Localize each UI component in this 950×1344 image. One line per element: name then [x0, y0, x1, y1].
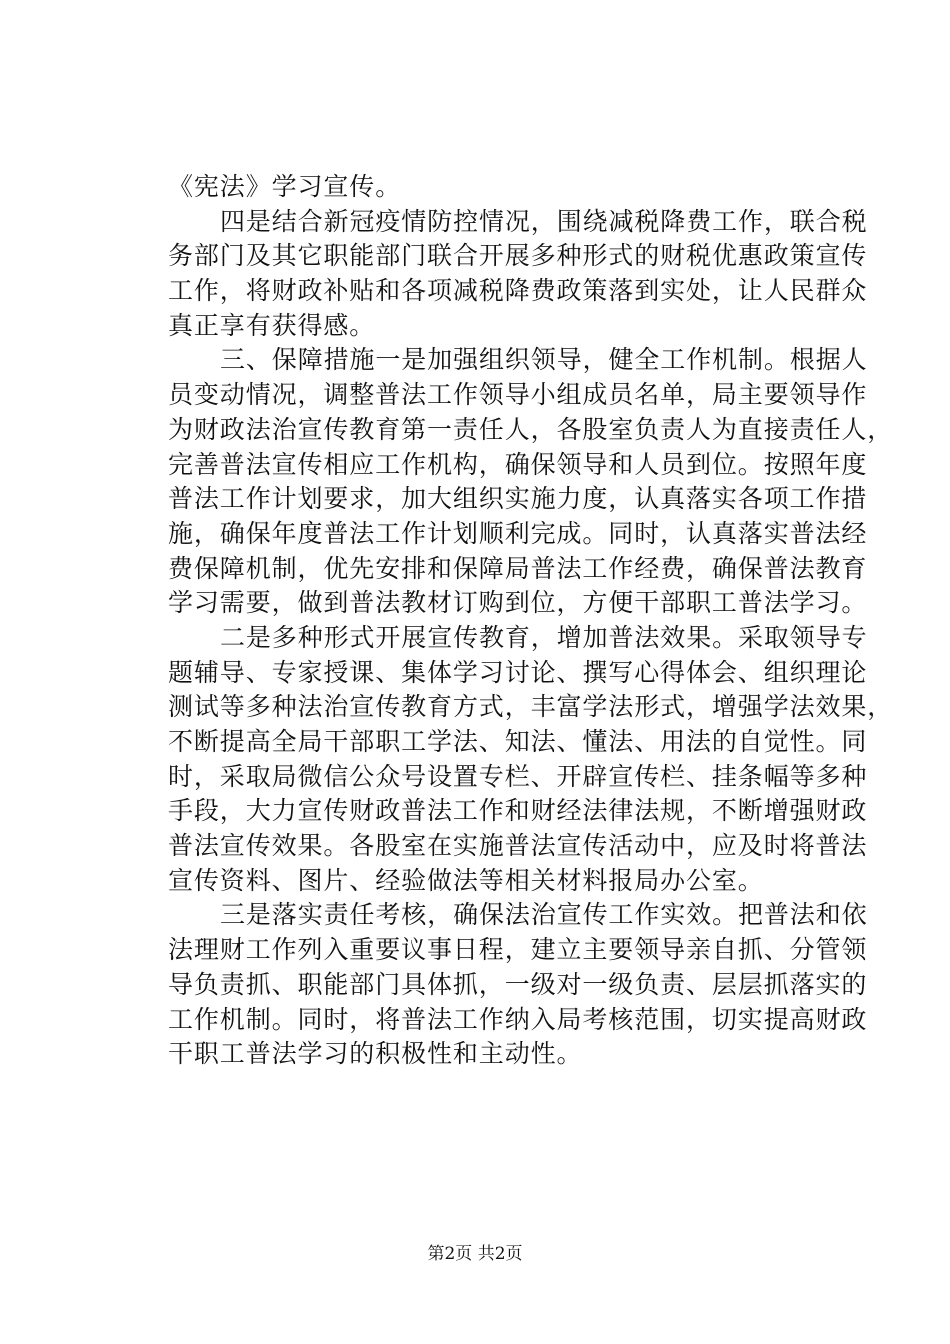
text-line: 题辅导、专家授课、集体学习讨论、撰写心得体会、组织理论: [168, 657, 868, 687]
text-line: 二是多种形式开展宣传教育，增加普法效果。采取领导专: [220, 622, 868, 652]
text-line: 真正享有获得感。: [168, 310, 376, 340]
text-line: 为财政法治宣传教育第一责任人，各股室负责人为直接责任人，: [168, 414, 894, 444]
text-line: 法理财工作列入重要议事日程，建立主要领导亲自抓、分管领: [168, 935, 868, 965]
text-line: 不断提高全局干部职工学法、知法、懂法、用法的自觉性。同: [168, 727, 868, 756]
text-line: 费保障机制，优先安排和保障局普法工作经费，确保普法教育: [168, 553, 868, 583]
text-line: 学习需要，做到普法教材订购到位，方便干部职工普法学习。: [168, 588, 868, 618]
text-line: 普法宣传效果。各股室在实施普法宣传活动中，应及时将普法: [168, 831, 868, 861]
text-line: 施，确保年度普法工作计划顺利完成。同时，认真落实普法经: [168, 518, 868, 548]
text-line: 时，采取局微信公众号设置专栏、开辟宣传栏、挂条幅等多种: [168, 761, 868, 791]
text-line: 手段，大力宣传财政普法工作和财经法律法规，不断增强财政: [168, 796, 868, 826]
document-body: [168, 170, 894, 1072]
text-line: 工作，将财政补贴和各项减税降费政策落到实处，让人民群众: [168, 276, 868, 306]
text-line: 干职工普法学习的积极性和主动性。: [168, 1039, 583, 1069]
text-line: 员变动情况，调整普法工作领导小组成员名单，局主要领导作: [168, 380, 868, 410]
text-line: 工作机制。同时，将普法工作纳入局考核范围，切实提高财政: [168, 1004, 868, 1034]
text-line: 四是结合新冠疫情防控情况，围绕减税降费工作，联合税: [220, 206, 868, 236]
text-line: 测试等多种法治宣传教育方式，丰富学法形式，增强学法效果，: [168, 692, 894, 722]
text-line: 三是落实责任考核，确保法治宣传工作实效。把普法和依: [220, 900, 868, 930]
text-line: 《宪法》学习宣传。: [168, 172, 402, 201]
text-line: 三、保障措施一是加强组织领导，健全工作机制。根据人: [220, 345, 868, 375]
text-line: 完善普法宣传相应工作机构，确保领导和人员到位。按照年度: [168, 449, 868, 479]
text-line: 宣传资料、图片、经验做法等相关材料报局办公室。: [168, 865, 764, 895]
page-footer: 第2页 共2页: [427, 1244, 523, 1264]
text-line: 导负责抓、职能部门具体抓，一级对一级负责、层层抓落实的: [168, 969, 868, 999]
text-line: 普法工作计划要求，加大组织实施力度，认真落实各项工作措: [168, 484, 868, 514]
text-line: 务部门及其它职能部门联合开展多种形式的财税优惠政策宣传: [168, 241, 868, 271]
